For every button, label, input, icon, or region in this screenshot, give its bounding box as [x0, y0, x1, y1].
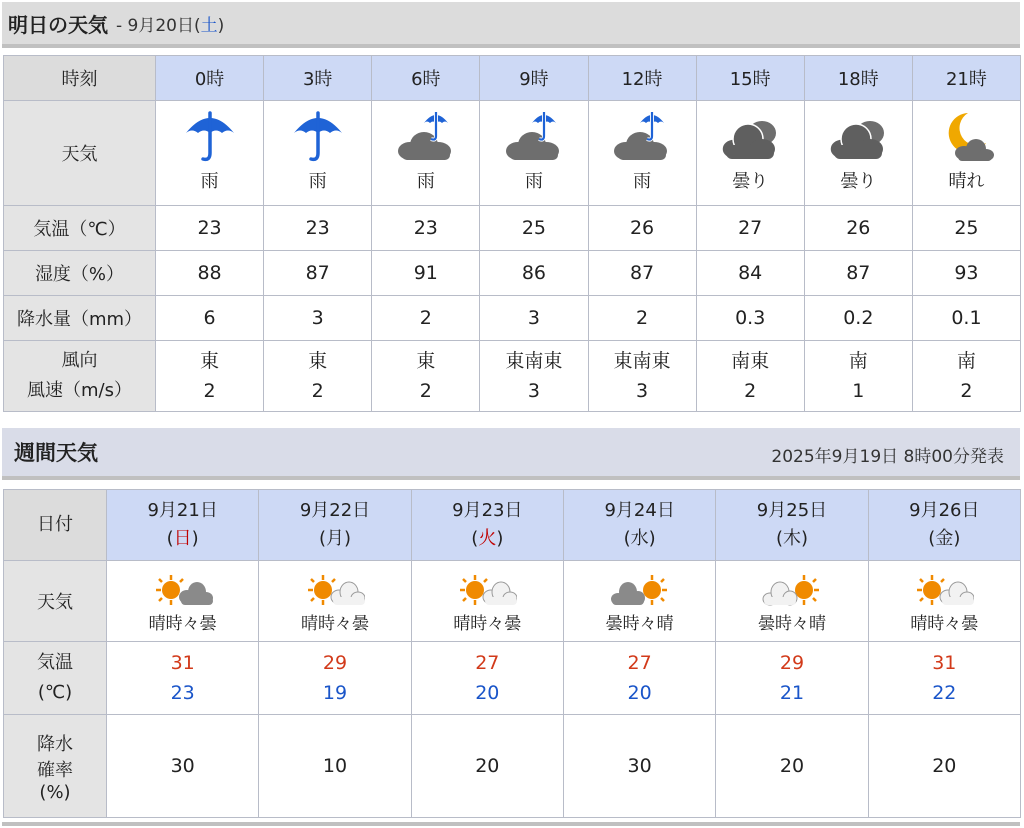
wind-speed: 2: [419, 380, 432, 402]
wind-direction: 南: [956, 350, 976, 372]
weather-cell: [264, 101, 372, 206]
tomorrow-date-sep: -: [116, 15, 128, 36]
humidity-cell: 93: [912, 251, 1020, 296]
temperature-cell: 26: [588, 206, 696, 251]
precipitation-cell: 0.2: [804, 296, 912, 341]
day-of-week: 金: [935, 528, 954, 549]
weekly-weather-row: [4, 561, 1021, 642]
wind-direction: 南: [848, 350, 868, 372]
day-of-week: 日: [173, 528, 192, 549]
wind-speed: 3: [636, 380, 649, 402]
temp-label-line2: (℃): [37, 682, 73, 703]
cloud-sun-icon: [762, 573, 822, 607]
weekly-precipitation-row: [4, 715, 1021, 818]
weekly-temperature-cell: [716, 642, 868, 715]
temperature-cell: 27: [696, 206, 804, 251]
weekly-weather-text: 晴時々曇: [300, 613, 369, 634]
high-temp: 31: [932, 652, 957, 674]
weekly-temperature-cell: [563, 642, 715, 715]
weekly-weather-cell: [259, 561, 411, 642]
published-time: 2025年9月19日 8時00分発表: [771, 447, 1004, 467]
weekly-header: [2, 428, 1020, 480]
weather-row-label: 天気: [4, 101, 156, 206]
low-temp: 21: [779, 682, 805, 704]
weather-text: 雨: [633, 171, 652, 192]
humidity-row: [4, 251, 1021, 296]
cloud-umbrella-icon: [502, 109, 566, 165]
date-text: 9月24日: [604, 500, 675, 521]
precipitation-probability-cell: 20: [411, 715, 563, 818]
tomorrow-date: [116, 11, 224, 36]
humidity-cell: 87: [264, 251, 372, 296]
wind-cell: [480, 341, 588, 412]
wind-row: [4, 341, 1021, 412]
weather-text: 晴れ: [948, 171, 985, 192]
low-temp: 20: [475, 682, 500, 704]
humidity-cell: 84: [696, 251, 804, 296]
precipitation-probability-cell: 20: [716, 715, 868, 818]
weekly-weather-cell: [716, 561, 868, 642]
humidity-cell: 87: [588, 251, 696, 296]
humidity-cell: 87: [804, 251, 912, 296]
weather-cell: [588, 101, 696, 206]
high-temp: 29: [779, 652, 805, 674]
tomorrow-header: [2, 2, 1020, 48]
weather-text: 雨: [524, 171, 543, 192]
pop-label-line3: (%): [39, 781, 71, 803]
temperature-row-label: 気温（℃）: [4, 206, 156, 251]
weekly-temperature-row: [4, 642, 1021, 715]
weekly-title: 週間天気: [14, 441, 98, 465]
cloud-sun-dark-icon: [610, 573, 670, 607]
humidity-row-label: 湿度（%）: [4, 251, 156, 296]
wind-dir-label: 風向: [61, 350, 98, 371]
precipitation-cell: 2: [588, 296, 696, 341]
weekly-weather-cell: [868, 561, 1020, 642]
date-cell: 9月23日 (火): [411, 490, 563, 561]
time-cell: 6時: [372, 56, 480, 101]
weather-text: 曇り: [840, 171, 877, 192]
wind-speed-label: 風速（m/s）: [27, 380, 132, 401]
wind-speed: 3: [527, 380, 540, 402]
pop-label-line2: 確率: [37, 759, 73, 781]
day-of-week: 火: [478, 528, 497, 549]
humidity-cell: 88: [156, 251, 264, 296]
date-cell: 9月26日 (金): [868, 490, 1020, 561]
wind-cell: [912, 341, 1020, 412]
humidity-cell: 86: [480, 251, 588, 296]
wind-direction: 東南東: [505, 350, 563, 372]
precipitation-cell: 0.3: [696, 296, 804, 341]
precipitation-probability-cell: 20: [868, 715, 1020, 818]
low-temp: 20: [627, 682, 652, 704]
high-temp: 27: [627, 652, 652, 674]
precipitation-cell: 6: [156, 296, 264, 341]
sun-cloud-icon: [305, 573, 365, 607]
wind-direction: 東: [416, 350, 436, 372]
wind-speed: 2: [311, 380, 324, 402]
weather-cell: [804, 101, 912, 206]
weekly-weather-text: 曇時々晴: [757, 613, 826, 634]
weekly-weather-cell: [563, 561, 715, 642]
date-text: 9月26日: [909, 500, 980, 521]
weather-text: 雨: [416, 171, 435, 192]
sun-cloud-dark-icon: [153, 573, 213, 607]
precipitation-row: [4, 296, 1021, 341]
time-cell: 21時: [912, 56, 1020, 101]
time-cell: 3時: [264, 56, 372, 101]
date-row: [4, 490, 1021, 561]
wind-cell: [696, 341, 804, 412]
time-cell: 9時: [480, 56, 588, 101]
temperature-cell: 25: [912, 206, 1020, 251]
temperature-cell: 23: [372, 206, 480, 251]
weekly-weather-text: 晴時々曇: [910, 613, 979, 634]
high-temp: 31: [170, 652, 195, 674]
hourly-forecast-table: [3, 55, 1021, 412]
time-row: [4, 56, 1021, 101]
sun-cloud-icon: [457, 573, 517, 607]
wind-speed: 1: [852, 380, 865, 402]
wind-cell: [588, 341, 696, 412]
weather-cell: [372, 101, 480, 206]
pop-label-line1: 降水: [37, 733, 73, 755]
precipitation-cell: 3: [480, 296, 588, 341]
tomorrow-date-close: ): [217, 15, 225, 36]
time-cell: 0時: [156, 56, 264, 101]
weather-cell: [696, 101, 804, 206]
date-text: 9月21日: [147, 500, 218, 521]
date-text: 9月25日: [756, 500, 828, 521]
weekly-temperature-cell: [107, 642, 259, 715]
date-text: 9月23日: [452, 500, 523, 521]
umbrella-icon: [288, 109, 348, 165]
wind-speed: 2: [960, 380, 973, 402]
weekly-temperature-cell: [411, 642, 563, 715]
weekly-weather-label: 天気: [4, 561, 107, 642]
weekly-temperature-label: [4, 642, 107, 715]
umbrella-icon: [180, 109, 240, 165]
weather-row: [4, 101, 1021, 206]
moon-cloud-icon: [934, 109, 998, 165]
temperature-cell: 26: [804, 206, 912, 251]
precipitation-cell: 3: [264, 296, 372, 341]
date-cell: 9月25日 (木): [716, 490, 868, 561]
date-text: 9月22日: [299, 500, 371, 521]
wind-direction: 東: [200, 350, 220, 372]
weekly-precipitation-label: [4, 715, 107, 818]
weekly-weather-text: 晴時々曇: [148, 613, 217, 634]
high-temp: 29: [322, 652, 348, 674]
weekly-temperature-cell: [868, 642, 1020, 715]
wind-direction: 東南東: [613, 350, 671, 372]
bottom-divider: [2, 822, 1020, 826]
day-of-week: 月: [325, 528, 344, 549]
precipitation-probability-cell: 10: [259, 715, 411, 818]
high-temp: 27: [475, 652, 500, 674]
weekly-weather-cell: [411, 561, 563, 642]
low-temp: 19: [322, 682, 348, 704]
wind-speed: 2: [203, 380, 216, 402]
weekly-weather-text: 晴時々曇: [453, 613, 522, 634]
weather-text: 雨: [200, 171, 219, 192]
tomorrow-date-day: 土: [200, 15, 218, 36]
day-of-week: 木: [782, 528, 801, 549]
humidity-cell: 91: [372, 251, 480, 296]
precipitation-probability-cell: 30: [563, 715, 715, 818]
wind-cell: [156, 341, 264, 412]
time-cell: 12時: [588, 56, 696, 101]
weather-text: 雨: [308, 171, 327, 192]
time-row-label: 時刻: [4, 56, 156, 101]
wind-row-label: [4, 341, 156, 412]
wind-cell: [804, 341, 912, 412]
wind-cell: [372, 341, 480, 412]
sun-cloud-icon: [914, 573, 974, 607]
precipitation-probability-cell: 30: [107, 715, 259, 818]
wind-direction: 南東: [731, 350, 770, 372]
day-of-week: 水: [630, 528, 649, 549]
wind-direction: 東: [308, 350, 328, 372]
precipitation-cell: 2: [372, 296, 480, 341]
weekly-weather-cell: [107, 561, 259, 642]
temp-label-line1: 気温: [37, 652, 73, 673]
weather-cell: [480, 101, 588, 206]
cloud-umbrella-icon: [394, 109, 458, 165]
precipitation-cell: 0.1: [912, 296, 1020, 341]
tomorrow-date-text: 9月20日(: [127, 15, 201, 36]
weekly-weather-text: 曇時々晴: [605, 613, 674, 634]
cloud-umbrella-icon: [610, 109, 674, 165]
weekly-forecast-table: [3, 489, 1021, 818]
tomorrow-title: 明日の天気: [8, 12, 108, 37]
date-cell: 9月24日 (水): [563, 490, 715, 561]
precipitation-row-label: 降水量（mm）: [4, 296, 156, 341]
date-cell: 9月22日 (月): [259, 490, 411, 561]
date-row-label: 日付: [4, 490, 107, 561]
low-temp: 23: [170, 682, 195, 704]
weather-text: 曇り: [732, 171, 769, 192]
temperature-row: [4, 206, 1021, 251]
cloud-icon: [826, 109, 890, 165]
weather-cell: [912, 101, 1020, 206]
weather-cell: [156, 101, 264, 206]
date-cell: 9月21日 (日): [107, 490, 259, 561]
temperature-cell: 25: [480, 206, 588, 251]
weekly-temperature-cell: [259, 642, 411, 715]
low-temp: 22: [932, 682, 957, 704]
cloud-icon: [718, 109, 782, 165]
temperature-cell: 23: [156, 206, 264, 251]
temperature-cell: 23: [264, 206, 372, 251]
wind-speed: 2: [744, 380, 757, 402]
time-cell: 18時: [804, 56, 912, 101]
time-cell: 15時: [696, 56, 804, 101]
wind-cell: [264, 341, 372, 412]
